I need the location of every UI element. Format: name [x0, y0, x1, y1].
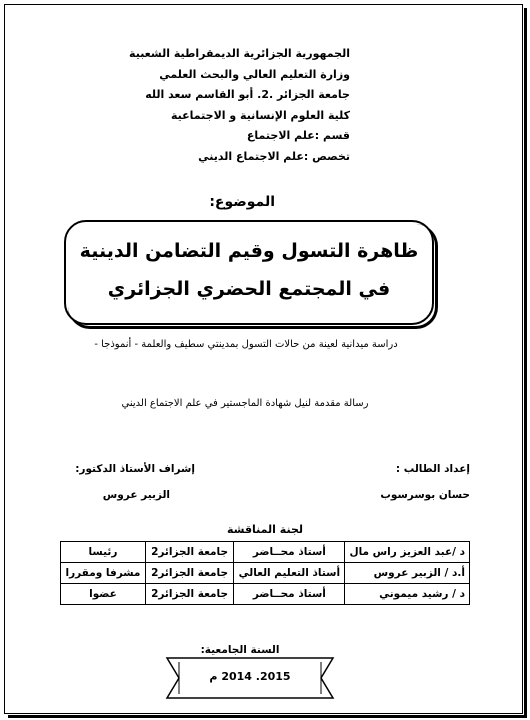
- member-university: جامعة الجزائر2: [145, 563, 233, 584]
- table-row: [61, 584, 470, 605]
- member-name: د /عبد العزيز راس مال: [345, 542, 470, 563]
- committee-table: [60, 541, 470, 605]
- header-line-republic: الجمهورية الجزائرية الديمقراطية الشعبية: [129, 47, 350, 60]
- table-row: [61, 563, 470, 584]
- member-rank: أستاذ محــاضر: [234, 542, 345, 563]
- header-line-faculty: كلية العلوم الإنسانية و الاجتماعية: [170, 108, 350, 122]
- supervisor-label: إشراف الأستاذ الدكتور:: [75, 463, 195, 475]
- member-university: جامعة الجزائر2: [145, 542, 233, 563]
- supervisor-name: الزبير عروس: [102, 489, 170, 501]
- academic-year-label: السنة الجامعية:: [200, 644, 280, 656]
- student-label: إعداد الطالب :: [395, 463, 470, 475]
- study-description: دراسة ميدانية لعينة من حالات التسول بمدينتي سطيف والعلمة - أنموذجا -: [94, 339, 398, 350]
- subject-label: الموضوع:: [209, 194, 275, 210]
- student-name: حسان بوسرسوب: [380, 489, 470, 501]
- header-line-university: جامعة الجزائر .2. أبو القاسم سعد الله: [145, 88, 350, 101]
- member-rank: أستاذ محــاضر: [234, 584, 345, 605]
- header-line-ministry: وزارة التعليم العالي والبحث العلمي: [159, 67, 350, 81]
- member-name: أ.د / الزبير عروس: [345, 563, 470, 584]
- institution-header: [90, 44, 350, 167]
- header-line-specialty: تخصص :علم الاجتماع الديني: [198, 149, 350, 163]
- member-role: رئيسا: [61, 542, 146, 563]
- header-line-department: قسم :علم الاجتماع: [246, 129, 350, 142]
- member-role: مشرفا ومقررا: [61, 563, 146, 584]
- member-university: جامعة الجزائر2: [145, 584, 233, 605]
- thesis-description: رسالة مقدمة لنيل شهادة الماجستير في علم الاجتماع الديني: [121, 398, 369, 409]
- table-row: [61, 542, 470, 563]
- member-role: عضوا: [61, 584, 146, 605]
- member-rank: أستاذ التعليم العالي: [234, 563, 345, 584]
- title-line-1: ظاهرة التسول وقيم التضامن الدينية: [79, 240, 419, 262]
- committee-title: لجنة المناقشة: [226, 523, 303, 536]
- academic-year-value: 2015. 2014 م: [209, 670, 291, 683]
- title-box: [64, 220, 434, 325]
- member-name: د / رشيد ميموني: [345, 584, 470, 605]
- title-line-2: في المجتمع الحضري الجزائري: [107, 278, 391, 300]
